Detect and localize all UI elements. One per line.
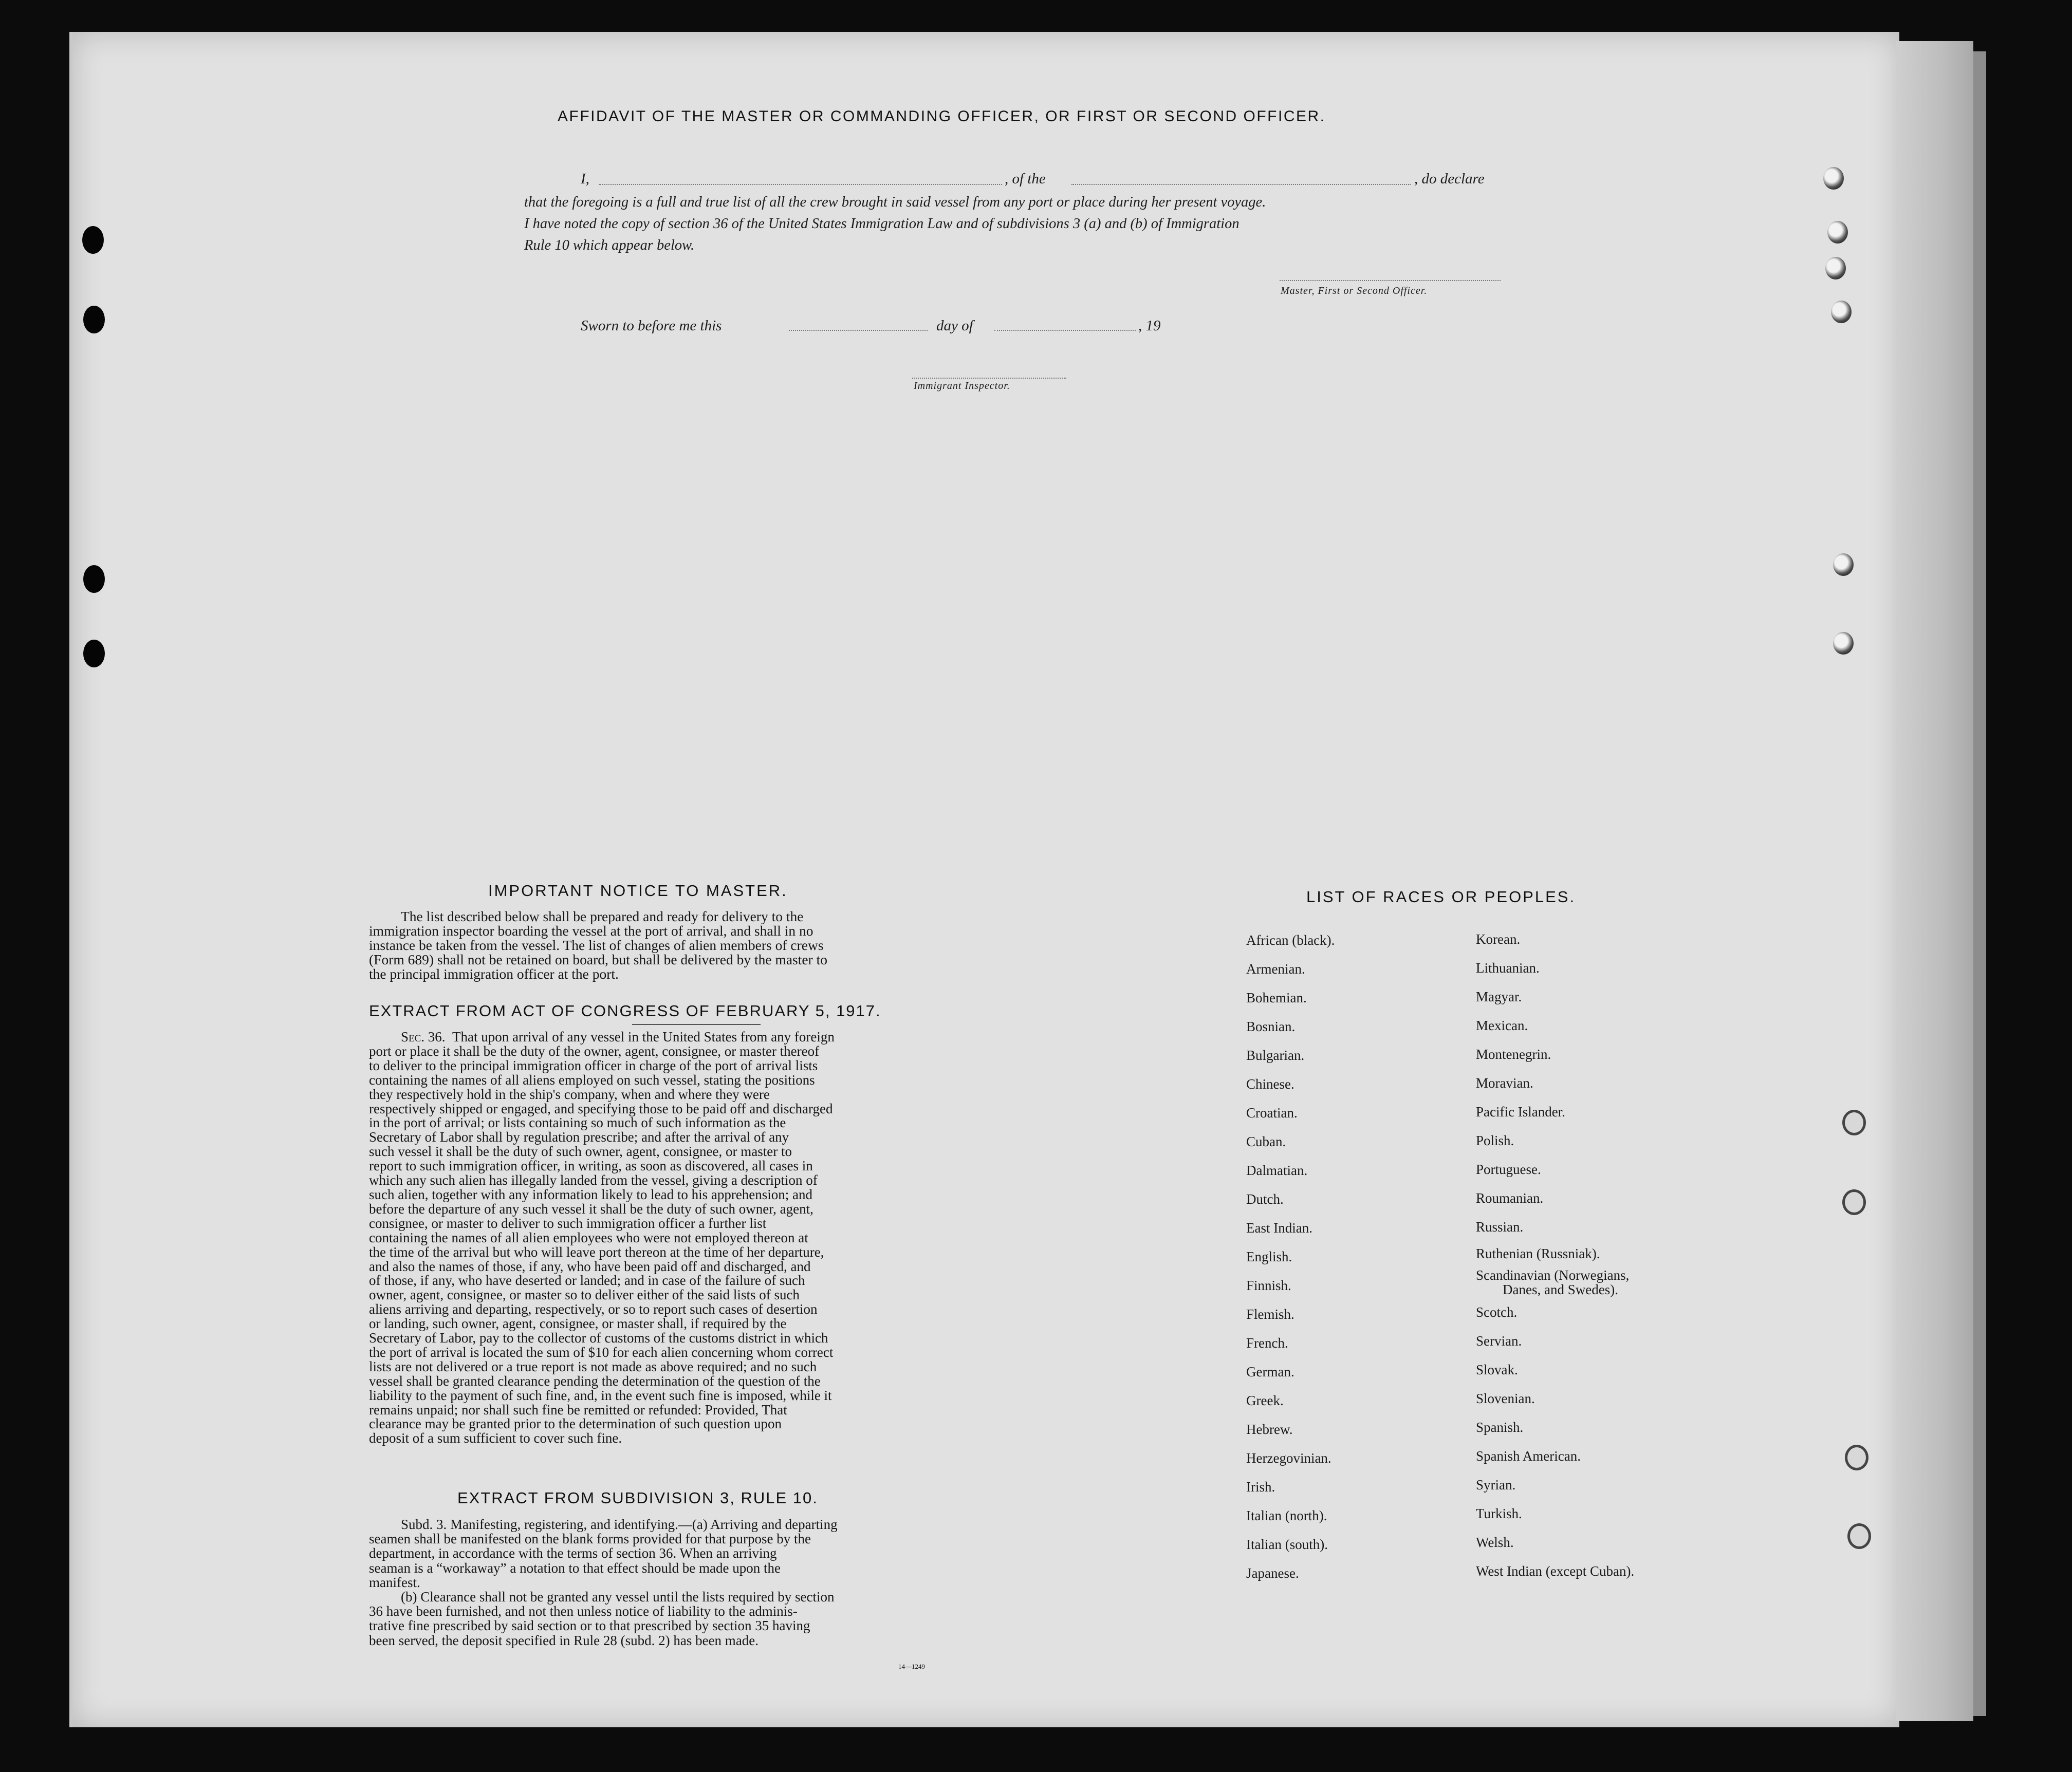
punch-hole-icon <box>83 565 105 593</box>
affidavit-line-4: Rule 10 which appear below. <box>524 237 695 253</box>
notice-line: instance be taken from the vessel. The list of changes of alien members of crews <box>369 937 824 953</box>
affidavit-title: AFFIDAVIT OF THE MASTER OR COMMANDING OFFICER, OR FIRST OR SECOND OFFICER. <box>558 108 1326 125</box>
race-item: Spanish. <box>1476 1420 1524 1435</box>
rule-line: department, in accordance with the terms of section 36. When an arriving <box>369 1545 777 1561</box>
race-item: Chinese. <box>1246 1076 1294 1092</box>
act-line: containing the names of all aliens employed on such vessel, stating the positions <box>369 1072 815 1088</box>
sec-label: Sec. 36. <box>401 1029 446 1044</box>
vessel-blank <box>1071 184 1411 185</box>
act-line: respectively shipped or engaged, and specifying those to be paid off and discharged <box>369 1100 833 1116</box>
race-item: Bohemian. <box>1246 990 1307 1005</box>
extract-rule-body <box>369 1517 965 1648</box>
act-line: lists are not delivered or a true report is not made as above required; and no such <box>369 1358 817 1374</box>
race-item: Montenegrin. <box>1476 1047 1551 1062</box>
act-line: the time of the arrival but who will leave port thereon at the time of her departure, <box>369 1244 824 1260</box>
race-item: East Indian. <box>1246 1220 1312 1236</box>
act-line: consignee, or master to deliver to such immigration officer a further list <box>369 1215 767 1231</box>
act-line: vessel shall be granted clearance pending the determination of the question of the <box>369 1373 821 1389</box>
master-signature-line <box>1280 280 1501 281</box>
punch-hole-icon <box>1831 301 1852 323</box>
affidavit-line-2: that the foregoing is a full and true list of all the crew brought in said vessel from any port or place during her present voyage. <box>524 194 1266 210</box>
race-item: West Indian (except Cuban). <box>1476 1563 1635 1579</box>
race-item: Bulgarian. <box>1246 1048 1305 1063</box>
affidavit-of-the: , of the <box>1005 171 1046 187</box>
affidavit-line-3: I have noted the copy of section 36 of the United States Immigration Law and of subdivisions 3 (a) and (b) of Immigration <box>524 216 1239 232</box>
race-item: Dalmatian. <box>1246 1163 1308 1178</box>
race-item: Mexican. <box>1476 1018 1528 1033</box>
race-item: Irish. <box>1246 1479 1275 1495</box>
section-divider <box>632 1024 761 1025</box>
act-line: before the departure of any such vessel it shall be the duty of such owner, agent, <box>369 1201 813 1217</box>
act-line: the port of arrival is located the sum of $10 for each alien concerning whom correct <box>369 1344 834 1360</box>
rule-line: (b) Clearance shall not be granted any vessel until the lists required by section <box>401 1589 835 1605</box>
race-item: African (black). <box>1246 932 1335 948</box>
rule-line: seaman is a “workaway” a notation to that effect should be made upon the <box>369 1560 781 1576</box>
race-item: Italian (north). <box>1246 1508 1327 1523</box>
race-item: Roumanian. <box>1476 1190 1544 1206</box>
ring-hole-icon <box>1847 1523 1871 1549</box>
race-item: Spanish American. <box>1476 1448 1581 1464</box>
punch-hole-icon <box>1823 167 1844 190</box>
punch-hole-icon <box>1833 553 1854 576</box>
race-item: Pacific Islander. <box>1476 1104 1565 1120</box>
act-line: of those, if any, who have deserted or landed; and in case of the failure of such <box>369 1273 805 1289</box>
act-line: owner, agent, consignee, or master so to deliver either of the said lists of such <box>369 1287 800 1303</box>
rule-line: Subd. 3. Manifesting, registering, and identifying.—(a) Arriving and departing <box>401 1517 838 1532</box>
race-item: Turkish. <box>1476 1506 1522 1521</box>
race-item: German. <box>1246 1364 1294 1379</box>
inspector-signature-line <box>912 378 1066 379</box>
rule-line: been served, the deposit specified in Rule 28 (subd. 2) has been made. <box>369 1632 759 1648</box>
page-edge <box>1896 41 1973 1721</box>
races-title: LIST OF RACES OR PEOPLES. <box>1306 888 1576 906</box>
notice-line: the principal immigration officer at the port. <box>369 966 619 982</box>
act-line <box>369 1030 965 1044</box>
race-item: Armenian. <box>1246 961 1305 977</box>
race-item: Korean. <box>1476 931 1521 947</box>
extract-act-title-a: EXTRACT FROM ACT OF CONGRESS <box>369 1002 681 1020</box>
name-blank <box>599 184 1002 185</box>
race-item: Slovak. <box>1476 1362 1518 1377</box>
punch-hole-icon <box>1825 257 1846 279</box>
act-line: liability to the payment of such fine, and, in the event such fine is imposed, while it <box>369 1387 832 1403</box>
act-line: they respectively hold in the ship's company, when and where they were <box>369 1086 770 1102</box>
race-item-continuation: Danes, and Swedes). <box>1503 1282 1618 1297</box>
race-item: Polish. <box>1476 1133 1514 1148</box>
notice-line: (Form 689) shall not be retained on board, but shall be delivered by the master to <box>369 952 827 967</box>
race-item: Japanese. <box>1246 1565 1299 1581</box>
race-item: Italian (south). <box>1246 1537 1328 1552</box>
race-item: Bosnian. <box>1246 1019 1296 1034</box>
act-line-text: That upon arrival of any vessel in the United States from any foreign <box>452 1029 835 1044</box>
punch-hole-icon <box>1833 632 1854 655</box>
act-line: deposit of a sum sufficient to cover such fine. <box>369 1430 622 1446</box>
punch-hole-icon <box>83 306 105 333</box>
notice-body <box>369 909 963 981</box>
rule-line: seamen shall be manifested on the blank forms provided for that purpose by the <box>369 1531 811 1547</box>
act-line: remains unpaid; nor shall such fine be remitted or refunded: Provided, That <box>369 1402 787 1417</box>
act-line: Secretary of Labor shall by regulation prescribe; and after the arrival of any <box>369 1129 789 1145</box>
race-item: Magyar. <box>1476 989 1522 1004</box>
ring-hole-icon <box>1842 1110 1866 1135</box>
act-line: Secretary of Labor, pay to the collector of customs of the customs district in which <box>369 1330 828 1346</box>
punch-hole-icon <box>82 226 104 254</box>
act-line: in the port of arrival; or lists containing so much of such information as the <box>369 1115 786 1131</box>
act-line: and also the names of those, if any, who have been paid off and discharged, and <box>369 1258 811 1274</box>
act-line: aliens arriving and departing, respectively, or so to report such cases of desertion <box>369 1301 818 1317</box>
race-item: Cuban. <box>1246 1134 1286 1149</box>
act-line: clearance may be granted prior to the determination of such question upon <box>369 1416 782 1432</box>
act-line: or landing, such owner, agent, consignee, or master shall, if required by the <box>369 1316 787 1332</box>
race-item: Russian. <box>1476 1219 1524 1235</box>
act-line: to deliver to the principal immigration officer in charge of the port of arrival lists <box>369 1057 818 1073</box>
race-item: English. <box>1246 1249 1292 1264</box>
inspector-signature-label: Immigrant Inspector. <box>914 380 1010 391</box>
race-item: Flemish. <box>1246 1307 1294 1322</box>
sworn-month-blank <box>994 330 1136 331</box>
extract-act-title <box>369 1002 881 1020</box>
act-line: containing the names of all alien employees who were not employed thereon at <box>369 1229 808 1245</box>
notice-line: immigration inspector boarding the vessel at the port of arrival, and shall in no <box>369 923 813 939</box>
affidavit-i: I, <box>581 171 589 187</box>
ring-hole-icon <box>1845 1445 1868 1470</box>
rule-line: manifest. <box>369 1574 420 1590</box>
punch-hole-icon <box>1827 221 1848 244</box>
document-page <box>69 32 1899 1727</box>
race-item: Dutch. <box>1246 1191 1284 1207</box>
extract-rule-title: EXTRACT FROM SUBDIVISION 3, RULE 10. <box>457 1489 818 1507</box>
act-line: report to such immigration officer, in writing, as soon as discovered, all cases in <box>369 1158 813 1174</box>
act-line: which any such alien has illegally landed from the vessel, giving a description of <box>369 1172 818 1188</box>
form-number: 14—1249 <box>898 1663 925 1670</box>
master-signature-label: Master, First or Second Officer. <box>1281 285 1428 296</box>
extract-act-body <box>369 1030 965 1446</box>
rule-line: 36 have been furnished, and not then unless notice of liability to the adminis- <box>369 1603 798 1619</box>
act-line: such vessel it shall be the duty of such owner, agent, consignee, or master to <box>369 1144 792 1160</box>
affidavit-declare: , do declare <box>1414 171 1485 187</box>
race-item: Finnish. <box>1246 1278 1291 1293</box>
act-line: such alien, together with any information likely to lead to his apprehension; and <box>369 1186 813 1202</box>
day-of-text: day of <box>936 318 973 334</box>
race-item: Scandinavian (Norwegians, <box>1476 1267 1630 1283</box>
rule-line: trative fine prescribed by said section or to that prescribed by section 35 having <box>369 1618 810 1634</box>
notice-title: IMPORTANT NOTICE TO MASTER. <box>488 882 788 900</box>
sworn-text: Sworn to before me this <box>581 318 722 334</box>
race-item: Ruthenian (Russniak). <box>1476 1246 1600 1261</box>
race-item-scandinavian <box>1476 1268 1629 1297</box>
race-item: French. <box>1246 1335 1288 1351</box>
race-item: Croatian. <box>1246 1105 1298 1121</box>
year-text: , 19 <box>1138 318 1161 334</box>
race-item: Servian. <box>1476 1333 1522 1349</box>
act-line: port or place it shall be the duty of the owner, agent, consignee, or master thereof <box>369 1043 820 1059</box>
race-item: Moravian. <box>1476 1075 1533 1091</box>
sworn-day-blank <box>789 330 928 331</box>
race-item: Slovenian. <box>1476 1391 1535 1406</box>
extract-act-title-b: OF FEBRUARY 5, 1917. <box>680 1002 881 1020</box>
race-item: Welsh. <box>1476 1535 1514 1550</box>
race-item: Greek. <box>1246 1393 1284 1408</box>
race-item: Hebrew. <box>1246 1422 1293 1437</box>
race-item: Scotch. <box>1476 1304 1518 1320</box>
race-item: Herzegovinian. <box>1246 1450 1331 1466</box>
race-item: Lithuanian. <box>1476 960 1540 976</box>
punch-hole-icon <box>83 640 105 667</box>
race-item: Syrian. <box>1476 1477 1516 1493</box>
notice-line: The list described below shall be prepared and ready for delivery to the <box>401 908 804 924</box>
race-item: Portuguese. <box>1476 1162 1541 1177</box>
page-edge-shadow <box>1973 51 1986 1716</box>
ring-hole-icon <box>1842 1189 1866 1215</box>
